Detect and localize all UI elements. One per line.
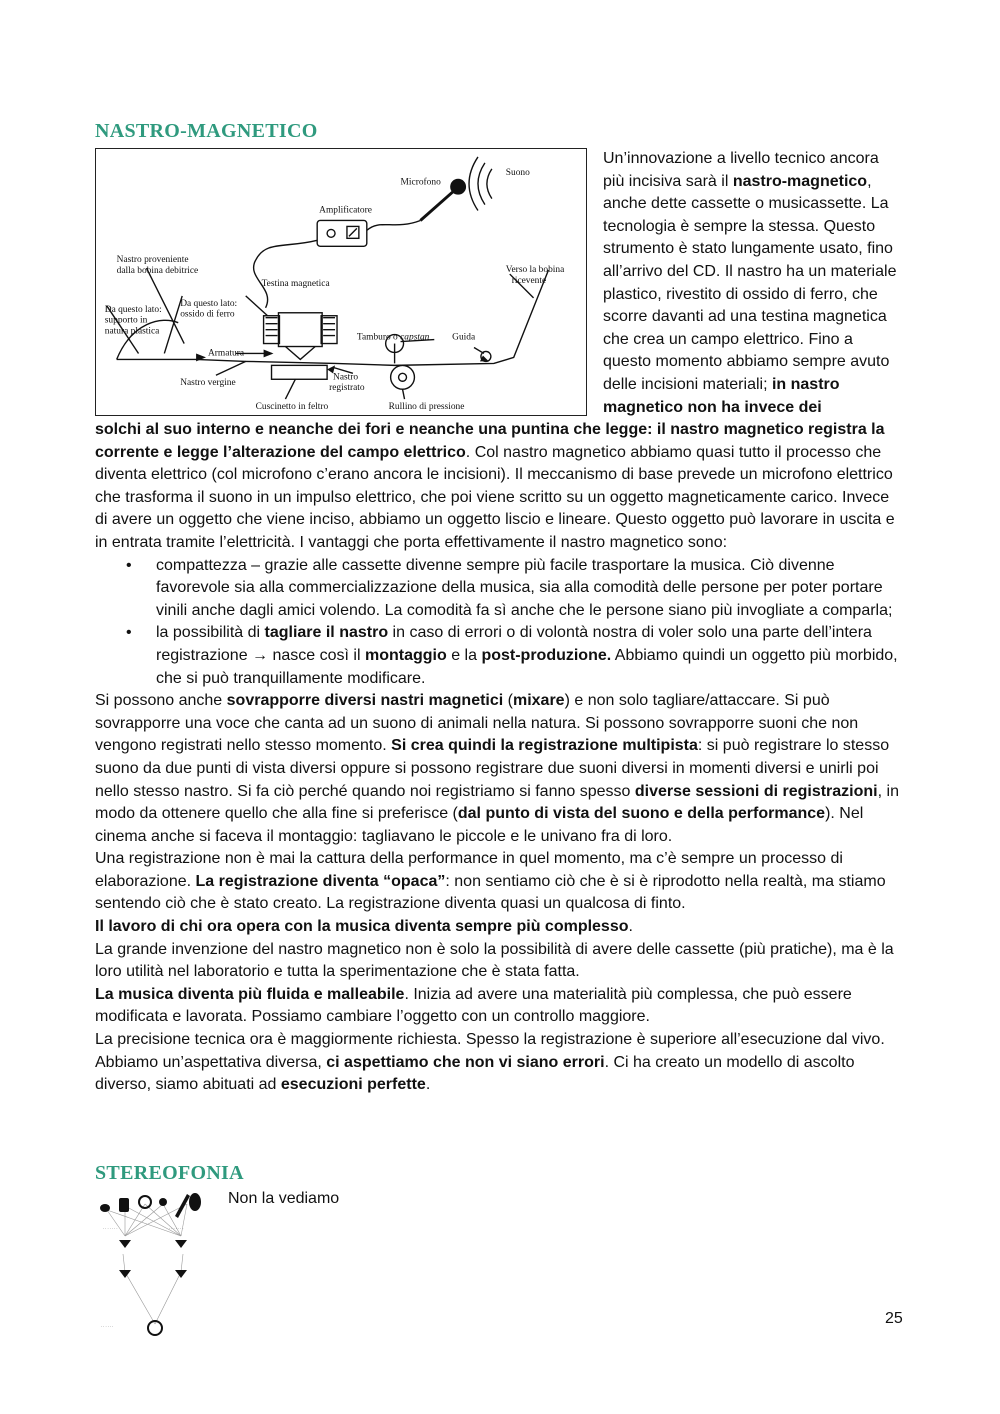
svg-text:· · · · · · ·: · · · · · · · bbox=[169, 1227, 184, 1231]
label-nastro-registrato-2: registrato bbox=[329, 383, 365, 394]
paragraph-2: Si possono anche sovrapporre diversi nastri magnetici (mixare) e non solo tagliare/attaccare. Si può sovrapporre una voce che canta ad un suono di animali nella natura. Si possono sovrapporre suoni che non vengono registrati nello stesso momento. Si crea quindi la registrazione multipista: si può registrare lo stesso suono da due punti di vista diversi oppure si possono registrare due suoni diversi in momenti diversi e unirli poi nello stesso nastro. Si fa ciò perché quando noi registriamo si fanno spesso diverse sessioni di registrazioni, in modo da ottenere quello che alla fine si preferisce (dal punto di vista del suono e della performance). Nel cinema anche si faceva il montaggio: tagliavano le piccole e le univano fra di loro. bbox=[95, 692, 899, 845]
svg-text:· · · · · ·: · · · · · · bbox=[101, 1325, 114, 1329]
list-item-compattezza: • compattezza – grazie alle cassette divenne sempre più facile trasportare la musica. Ciò divenne favorevole sia alla commercializzazione della musica, sia alla comodità delle persone per poter portare vinili anche dagli amici volendo. La comodità fa sì anche che le persone siano più invogliate a comparla; bbox=[156, 555, 905, 623]
label-nastro-registrato-1: Nastro bbox=[333, 372, 359, 383]
label-tamburo: Tamburo o capstan bbox=[356, 332, 430, 343]
label-ossido-1: Da questo lato: bbox=[180, 298, 238, 309]
label-cuscinetto: Cuscinetto in feltro bbox=[255, 402, 329, 413]
label-amplificatore: Amplificatore bbox=[319, 205, 372, 216]
label-ossido-2: ossido di ferro bbox=[180, 309, 235, 320]
label-supporto-3: natura plastica bbox=[104, 326, 160, 337]
paragraph-1: solchi al suo interno e neanche dei fori e neanche una puntina che legge: il nastro magnetico registra la corrente e legge l’alterazione del campo elettrico. Col nastro magnetico abbiamo quasi tutto il processo che diventa elettrico (col microfono c’erano ancora le incisioni). Il meccanismo di base prevede un microfono elettrico che trasforma il suono in un impulso elettrico, che poi viene scritto su un oggetto magneticamente carico. Invece di avere un oggetto che viene inciso, abbiamo un oggetto liscio e lineare. Questo oggetto può lavorare in uscita e in entrata tramite l’elettricità. I vantaggi che porta effettivamente il nastro magnetico sono: bbox=[95, 421, 895, 551]
paragraph-6: La musica diventa più fluida e malleabile. Inizia ad avere una materialità più complessa, che può essere modificata e lavorata. Possiamo cambiare l’oggetto con un controllo maggiore. bbox=[95, 985, 852, 1026]
list-item-tagliare: • la possibilità di tagliare il nastro in caso di errori o di volontà nostra di voler solo una parte dell’intera registrazione → nasce così il montaggio e la post-produzione. Abbiamo quindi un oggetto più morbido, che si può tranquillamente modificare. bbox=[156, 622, 905, 690]
paragraph-4: Il lavoro di chi ora opera con la musica diventa sempre più complesso. bbox=[95, 918, 633, 936]
label-nastro-vergine: Nastro vergine bbox=[180, 378, 236, 389]
label-supporto-2: supporto in bbox=[104, 315, 148, 326]
stereofonia-text: Non la vediamo bbox=[228, 1190, 340, 1207]
label-suono: Suono bbox=[505, 167, 530, 178]
paragraph-5: La grande invenzione del nastro magnetico non è solo la possibilità di avere delle cassette (più pratiche), ma è la loro utilità nel laboratorio e tutta la sperimentazione che è stata fatta. bbox=[95, 940, 894, 981]
paragraph-3: Una registrazione non è mai la cattura della performance in quel momento, ma c’è sempre un processo di elaborazione. La registrazione diventa “opaca”: non sentiamo ciò che è si è riprodotto nella realtà, ma stiamo sentendo ciò che è stato creato. La registrazione diventa quasi un qualcosa di finto. bbox=[95, 850, 886, 913]
label-supporto-1: Da questo lato: bbox=[104, 304, 162, 315]
intro-paragraph: Un’innovazione a livello tecnico ancora più incisiva sarà il nastro-magnetico, anche dette cassette o musicassette. La tecnologia è sempre la stessa. Questo strumento è stato lungamente usato, fino all’arrivo del CD. Il nastro ha un materiale plastico, rivestito di ossido di ferro, che scorre davanti ad una testina magnetica che crea un campo elettrico. Fino a questo momento abbiamo sempre avuto delle incisioni materiali; in nastro magnetico non ha invece dei bbox=[603, 150, 897, 416]
label-nastro-proveniente-2: dalla bobina debitrice bbox=[116, 266, 199, 277]
label-nastro-proveniente-1: Nastro proveniente bbox=[116, 255, 189, 266]
label-testina: Testina magnetica bbox=[261, 278, 330, 289]
page-number: 25 bbox=[885, 1310, 903, 1327]
label-rullino: Rullino di pressione bbox=[388, 402, 465, 413]
label-armatura: Armatura bbox=[208, 348, 245, 359]
label-guida: Guida bbox=[452, 332, 476, 343]
advantages-list bbox=[95, 555, 905, 691]
label-verso-1: Verso la bobina bbox=[505, 265, 565, 276]
main-body-text bbox=[95, 419, 905, 1097]
tape-recorder-diagram bbox=[95, 148, 587, 416]
section-title-stereofonia: STEREOFONIA bbox=[95, 1162, 244, 1184]
paragraph-7: La precisione tecnica ora è maggiormente richiesta. Spesso la registrazione è superiore all’esecuzione dal vivo. Abbiamo un’aspettativa diversa, ci aspettiamo che non vi siano errori. Ci ha creato un modello di ascolto diverso, siamo abituati ad esecuzioni perfette. bbox=[95, 1031, 885, 1094]
section-title-nastro-magnetico: NASTRO-MAGNETICO bbox=[95, 120, 318, 142]
intro-side-text bbox=[603, 148, 903, 419]
label-verso-2: ricevente bbox=[511, 275, 547, 286]
stereophony-diagram bbox=[95, 1188, 213, 1340]
svg-text:· · · · · · ·: · · · · · · · bbox=[103, 1227, 118, 1231]
label-microfono: Microfono bbox=[400, 177, 441, 188]
